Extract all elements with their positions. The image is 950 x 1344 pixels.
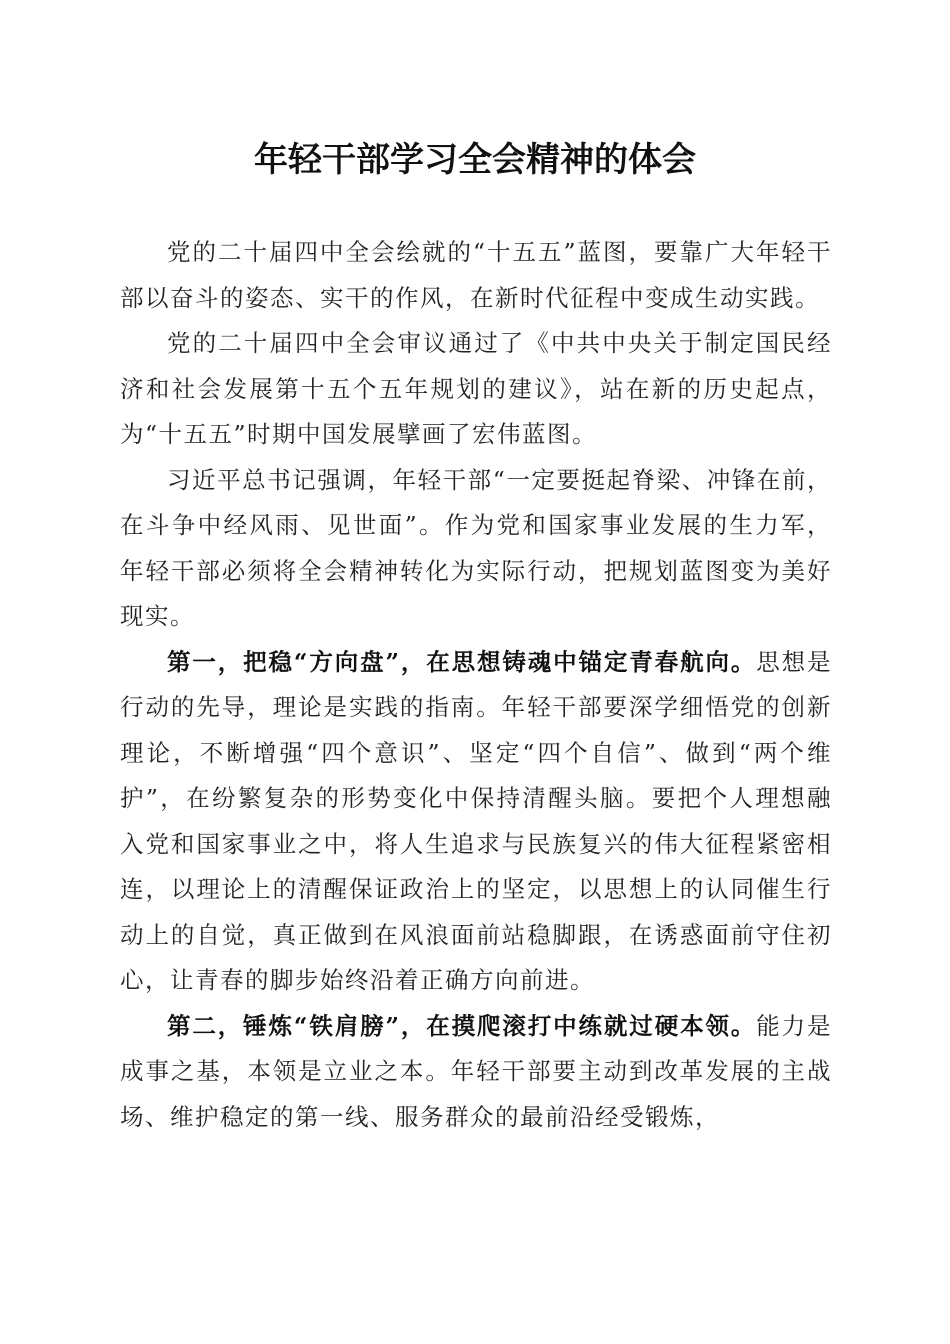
paragraph-5 — [120, 1004, 832, 1141]
document-body — [120, 230, 832, 1140]
paragraph-1 — [120, 230, 832, 321]
paragraph-5-lead: 第二，锤炼“铁肩膀”，在摸爬滚打中练就过硬本领。 — [167, 1011, 757, 1040]
paragraph-4-text: 思想是行动的先导，理论是实践的指南。年轻干部要深学细悟党的创新理论，不断增强“四个意识”、坚定“四个自信”、做到“两个维护”，在纷繁复杂的形势变化中保持清醒头脑。要把个人理想融入党和国家事业之中，将人生追求与民族复兴的伟大征程紧密相连，以理论上的清醒保证政治上的坚定，以思想上的认同催生行动上的自觉，真正做到在风浪面前站稳脚跟，在诱惑面前守住初心，让青春的脚步始终沿着正确方向前进。 — [120, 647, 832, 994]
paragraph-5-text: 能力是成事之基，本领是立业之本。年轻干部要主动到改革发展的主战场、维护稳定的第一线、服务群众的最前沿经受锻炼， — [120, 1011, 832, 1131]
paragraph-3 — [120, 458, 832, 640]
paragraph-4 — [120, 640, 832, 1004]
document-title: 年轻干部学习全会精神的体会 — [254, 140, 696, 180]
paragraph-3-text: 习近平总书记强调，年轻干部“一定要挺起脊梁、冲锋在前，在斗争中经风雨、见世面”。作为党和国家事业发展的生力军，年轻干部必须将全会精神转化为实际行动，把规划蓝图变为美好现实。 — [120, 465, 832, 630]
paragraph-1-text: 党的二十届四中全会绘就的“十五五”蓝图，要靠广大年轻干部以奋斗的姿态、实干的作风，在新时代征程中变成生动实践。 — [120, 238, 832, 312]
paragraph-2 — [120, 321, 832, 458]
paragraph-2-text: 党的二十届四中全会审议通过了《中共中央关于制定国民经济和社会发展第十五个五年规划的建议》，站在新的历史起点，为“十五五”时期中国发展擘画了宏伟蓝图。 — [120, 329, 832, 448]
paragraph-4-lead: 第一，把稳“方向盘”，在思想铸魂中锚定青春航向。 — [167, 647, 757, 676]
